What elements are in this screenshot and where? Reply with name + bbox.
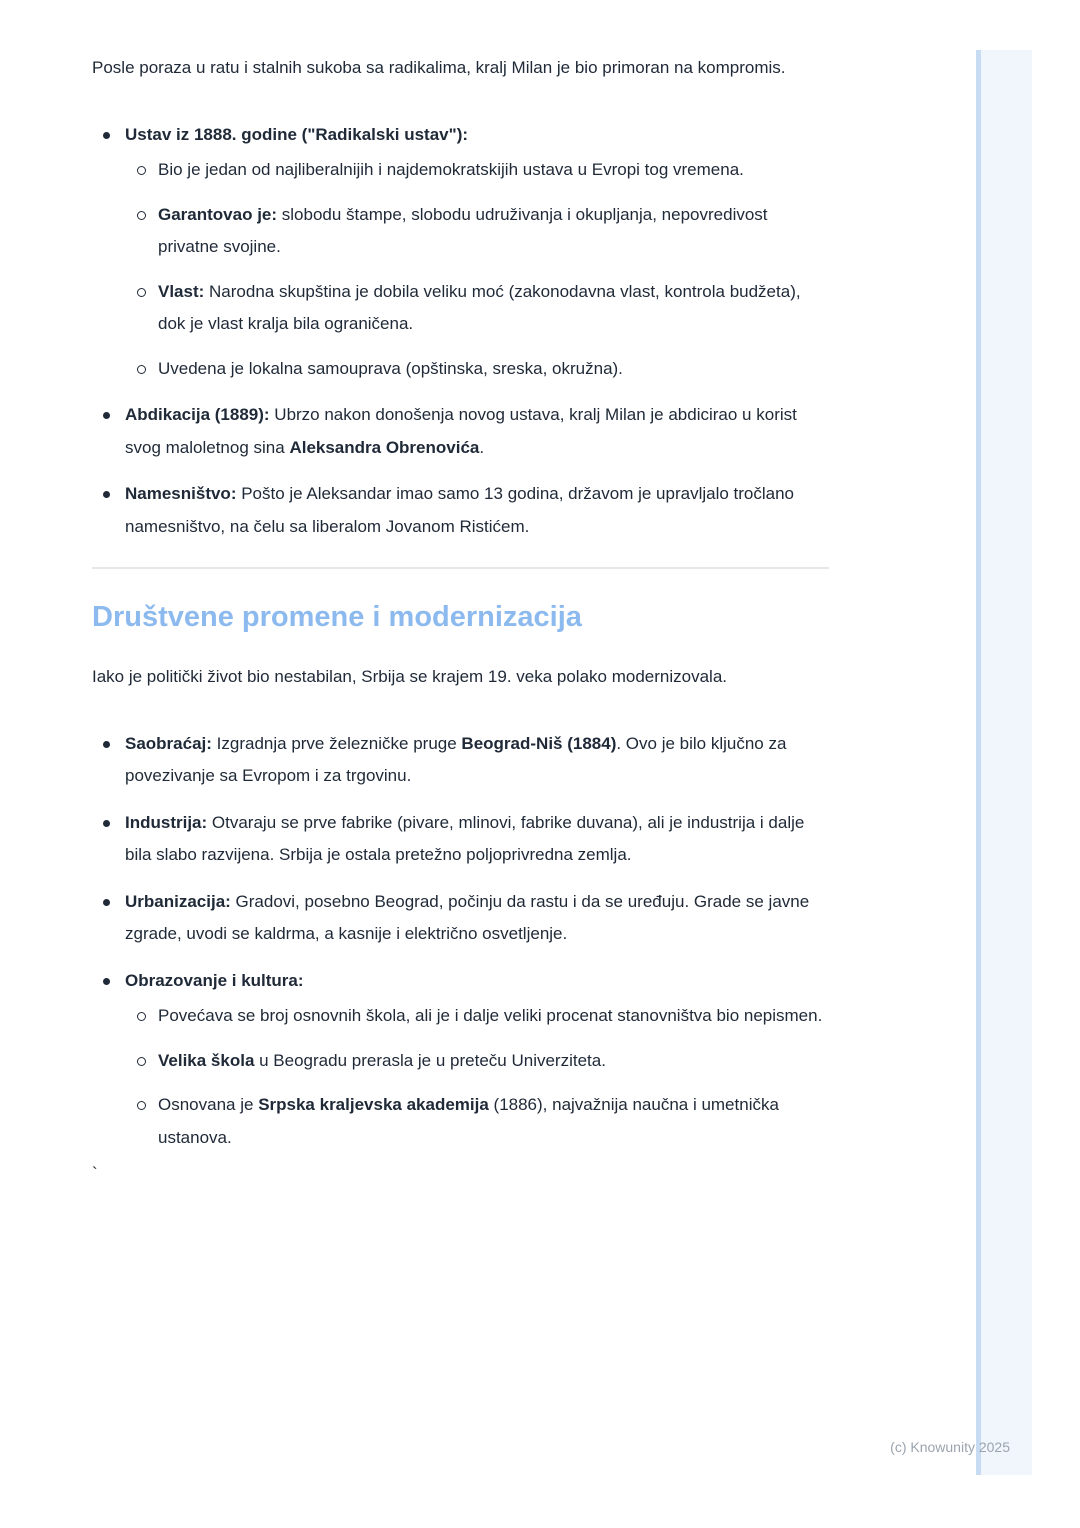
list-item-text	[125, 965, 829, 998]
list-item	[92, 807, 829, 872]
page-footer	[890, 1438, 1010, 1456]
text-run: . Ovo je bilo ključno za povezivanje sa Evropom i za trgovinu.	[125, 733, 787, 785]
list-item-text	[125, 119, 829, 152]
section-divider	[92, 567, 829, 569]
bold-text-run: Ustav iz 1888. godine ("Radikalski ustav"):	[125, 124, 469, 144]
bold-text-run: Industrija:	[125, 812, 208, 832]
sub-list-item	[125, 353, 829, 386]
text-run: u Beogradu prerasla je u preteču Univerziteta.	[254, 1050, 606, 1070]
document-content	[92, 52, 829, 1184]
list-item	[92, 399, 829, 464]
text-run: Pošto je Aleksandar imao samo 13 godina, državom je upravljalo tročlano namesništvo, na čelu sa liberalom Jovanom Ristićem.	[125, 484, 795, 536]
bold-text-run: Beograd-Niš (1884)	[461, 733, 617, 753]
text-run: Uvedena je lokalna samouprava (opštinska, sreska, okružna).	[158, 358, 623, 378]
text-run: Otvaraju se prve fabrike (pivare, mlinovi, fabrike duvana), ali je industrija i dalje bila slabo razvijena. Srbija je ostala pretežno poljoprivredna zemlja.	[125, 812, 805, 864]
bold-text-run: Velika škola	[158, 1050, 255, 1070]
text-run: Gradovi, posebno Beograd, počinju da rastu i da se uređuju. Grade se javne zgrade, uvodi se kaldrma, a kasnije i električno osvetljenje.	[125, 891, 810, 943]
bold-text-run: Garantovao je:	[158, 204, 278, 224]
section-paragraph: Iako je politički život bio nestabilan, Srbija se krajem 19. veka polako modernizovala.	[92, 667, 727, 686]
bold-text-run: Srpska kraljevska akademija	[258, 1095, 489, 1114]
list-item	[92, 728, 829, 793]
bold-text-run: Saobraćaj:	[125, 733, 212, 753]
bold-text-run: Vlast:	[158, 281, 205, 301]
section-heading: Društvene promene i modernizacija	[92, 601, 582, 633]
sub-list-item	[125, 1045, 829, 1078]
list-item-text	[125, 886, 829, 951]
bold-text-run: Obrazovanje i kultura:	[125, 970, 304, 990]
modernization-list	[92, 728, 829, 1155]
copyright-text: (c) Knowunity 2025	[890, 1439, 1010, 1455]
sub-list-item	[125, 1089, 829, 1154]
list-item-text	[125, 478, 829, 543]
list-item	[92, 965, 829, 1155]
list-item	[92, 886, 829, 951]
bold-text-run: Urbanizacija:	[125, 891, 231, 911]
bold-text-run: Aleksandra Obrenovića	[289, 437, 480, 457]
text-run: Izgradnja prve železničke pruge	[211, 733, 462, 753]
stray-backtick: `	[92, 1164, 98, 1183]
sub-list	[125, 1000, 829, 1154]
sub-list	[125, 154, 829, 385]
sub-list-item	[125, 199, 829, 264]
text-run: Bio je jedan od najliberalnijih i najdemokratskijih ustava u Evropi tog vremena.	[158, 160, 744, 179]
text-run: slobodu štampe, slobodu udruživanja i okupljanja, nepovredivost privatne svojine.	[158, 204, 768, 256]
text-run: (1886), najvažnija naučna i umetnička ustanova.	[158, 1095, 779, 1147]
list-item-text	[125, 807, 829, 872]
text-run: Osnovana je	[158, 1095, 259, 1114]
list-item	[92, 119, 829, 386]
text-run: Narodna skupština je dobila veliku moć (zakonodavna vlast, kontrola budžeta), dok je vlast kralja bila ograničena.	[158, 281, 801, 333]
text-run: .	[479, 437, 485, 457]
bold-text-run: Abdikacija (1889):	[125, 405, 270, 424]
list-item-text	[125, 399, 829, 464]
list-item-text	[125, 728, 829, 793]
constitution-list	[92, 119, 829, 544]
text-run: Povećava se broj osnovnih škola, ali je i dalje veliki procenat stanovništva bio nepismen.	[158, 1006, 823, 1025]
list-item	[92, 478, 829, 543]
intro-paragraph: Posle poraza u ratu i stalnih sukoba sa radikalima, kralj Milan je bio primoran na kompromis.	[92, 58, 786, 77]
text-run: Ubrzo nakon donošenja novog ustava, kralj Milan je abdicirao u korist svog maloletnog sina	[125, 405, 797, 457]
sub-list-item	[125, 276, 829, 341]
side-strip	[976, 50, 1032, 1475]
sub-list-item	[125, 1000, 829, 1033]
bold-text-run: Namesništvo:	[125, 484, 237, 503]
sub-list-item	[125, 154, 829, 187]
